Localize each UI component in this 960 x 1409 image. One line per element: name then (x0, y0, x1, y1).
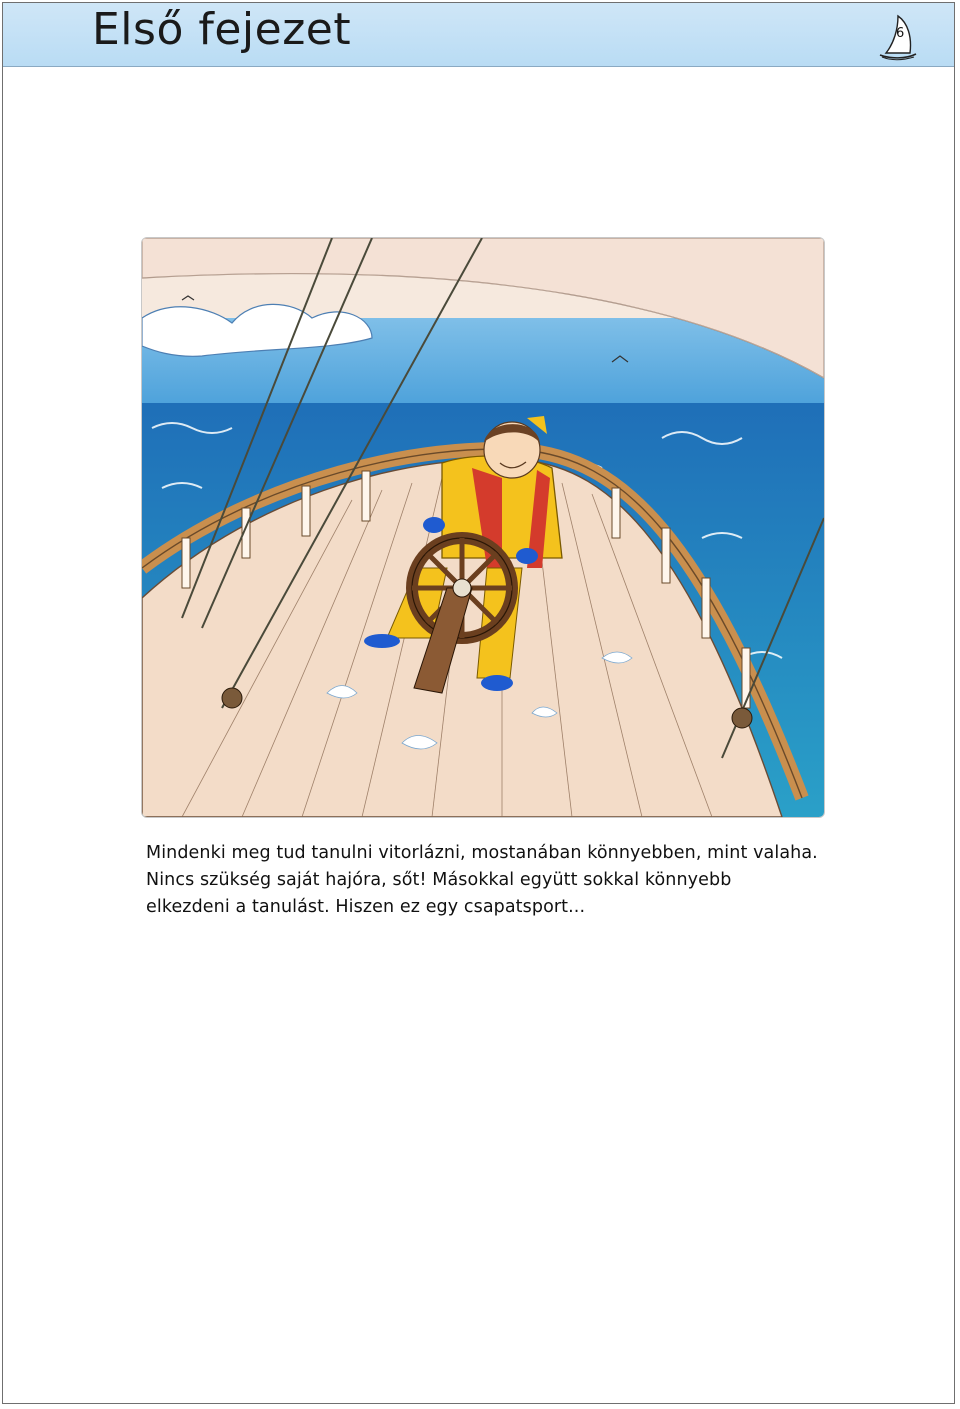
page-number: 6 (896, 26, 905, 41)
caption-text (146, 840, 846, 921)
caption-line-2: Nincs szükség saját hajóra, sőt! Másokkal együtt sokkal könnyebb (146, 870, 732, 890)
sailing-boy-at-helm-illustration (142, 238, 824, 817)
caption-line-3: elkezdeni a tanulást. Hiszen ez egy csapatsport... (146, 897, 586, 917)
chapter-title: Első fejezet (92, 4, 352, 55)
sailing-illustration (141, 237, 825, 818)
caption-line-1: Mindenki meg tud tanulni vitorlázni, mostanában könnyebben, mint valaha. (146, 843, 818, 863)
